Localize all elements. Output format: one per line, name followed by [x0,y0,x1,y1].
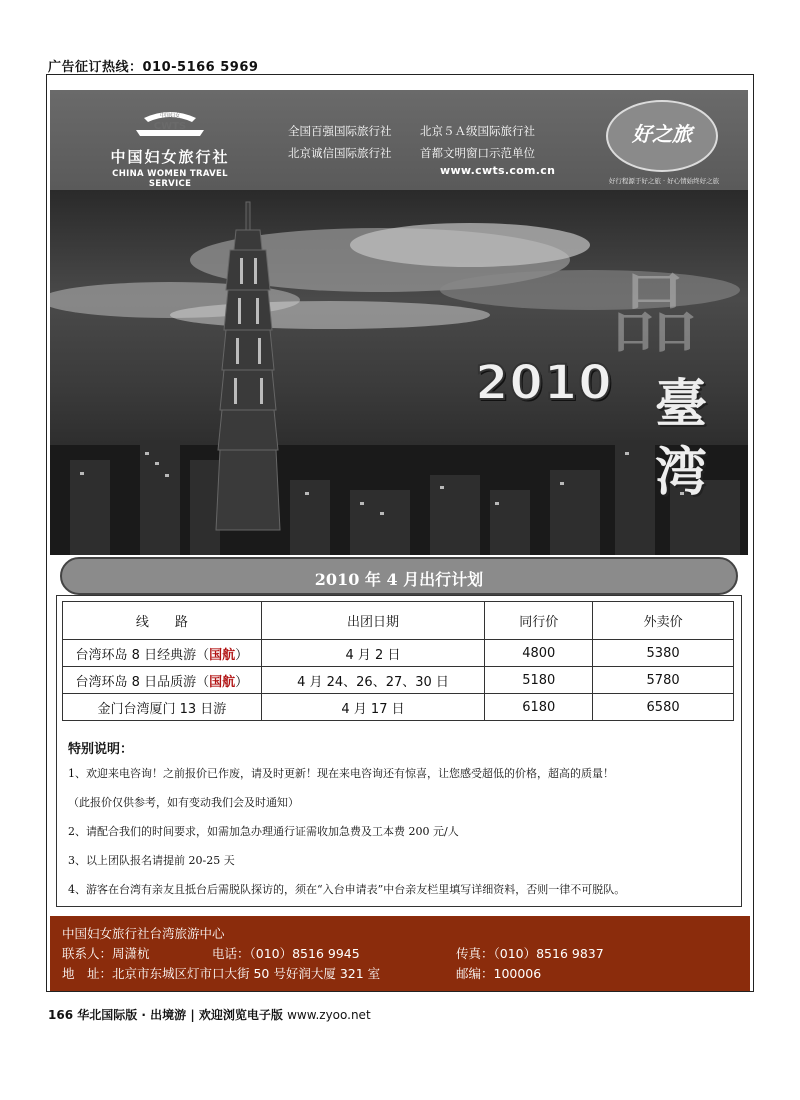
peer-price-cell: 4800 [485,640,593,667]
carrier-label: 国航 [209,647,236,663]
logo-abbr: CWTS [153,121,187,132]
notes-title: 特别说明： [68,742,134,757]
date-cell: 4 月 17 日 [261,694,485,721]
footer-site-link[interactable]: www.zyoo.net [287,1008,371,1022]
table-row [63,640,734,667]
credential-item: 全国百强国际旅行社 [288,124,392,138]
route-name: 台湾环岛 8 日经典游（ [75,647,210,663]
contact-postcode: 邮编：100006 [456,966,542,981]
route-price-table [62,601,734,721]
logo-name-cn: 中国妇女旅行社 [110,148,230,166]
logo-mark-text: 中国妇女 [159,113,181,119]
note-item: （此报价仅供参考，如有变动我们会及时通知） [68,796,299,809]
col-header-retail-price: 外卖价 [593,602,734,640]
date-cell: 4 月 2 日 [261,640,485,667]
hero-brand-character: 品 [610,263,699,366]
route-name-end: ） [235,647,249,663]
col-header-route: 线 路 [63,602,262,640]
table-row [63,667,734,694]
hero-place-char-2: 湾 [655,442,708,503]
contact-org: 中国妇女旅行社台湾旅游中心 [62,926,225,941]
page-number: 166 [48,1008,74,1022]
col-header-peer-price: 同行价 [485,602,593,640]
date-cell: 4 月 24、26、27、30 日 [261,667,485,694]
magazine-name: 华北国际版 · 出境游 [77,1008,187,1022]
note-item: 2、请配合我们的时间要求，如需加急办理通行证需收加急费及工本费 200 元/人 [68,825,459,838]
note-item: 1、欢迎来电咨询！之前报价已作废，请及时更新！现在来电咨询还有惊喜，让您感受超低的价格，超高的质量！ [68,767,614,780]
route-cell [63,694,262,721]
col-header-date: 出团日期 [261,602,485,640]
retail-price-cell: 6580 [593,694,734,721]
credential-item: 北京诚信国际旅行社 [288,146,392,160]
contact-fax: 传真：（010）8516 9837 [456,946,604,961]
hero-year: 2010 [475,355,613,411]
peer-price-cell: 6180 [485,694,593,721]
route-cell [63,640,262,667]
peer-price-cell: 5180 [485,667,593,694]
credential-item: 首都文明窗口示范单位 [420,146,535,160]
special-notes [68,738,736,912]
brand-badge [598,96,728,186]
page-footer [48,1006,371,1023]
agency-header [50,90,748,190]
route-name: 金门台湾厦门 13 日游 [97,701,227,717]
plan-title: 2010 年 4 月出行计划 [314,570,484,589]
credential-item: 北京５Ａ级国际旅行社 [420,124,535,138]
contact-phone: 电话：（010）8516 9945 [212,946,360,961]
carrier-label: 国航 [209,674,236,690]
contact-address: 地 址：北京市东城区灯市口大街 50 号好润大厦 321 室 [62,966,381,981]
route-name: 台湾环岛 8 日品质游（ [75,674,210,690]
route-name-end: ） [235,674,249,690]
cwts-logo-icon [130,108,210,142]
contact-band [50,916,750,991]
retail-price-cell: 5380 [593,640,734,667]
footer-slogan: | 欢迎浏览电子版 [190,1008,283,1022]
table-header-row [63,602,734,640]
agency-logo [90,108,250,189]
credentials [288,120,552,164]
badge-subtext: 好行程源于好之旅 · 好心情始终好之旅 [608,177,720,185]
note-item: 4、游客在台湾有亲友且抵台后需脱队探访的，须在“入台申请表”中台亲友栏里填写详细资料，否则一律不可脱队。 [68,883,626,896]
route-cell [63,667,262,694]
badge-text: 好之旅 [632,122,692,146]
contact-person: 联系人：周潇杭 [62,946,150,961]
note-item: 3、以上团队报名请提前 20-25 天 [68,854,235,867]
hero-place-char-1: 臺 [655,374,708,435]
ad-hotline: 广告征订热线：010-5166 5969 [48,60,259,75]
retail-price-cell: 5780 [593,667,734,694]
plan-title-bar [60,557,738,595]
taipei-night-photo [50,190,748,555]
logo-name-en: CHINA WOMEN TRAVEL SERVICE [112,169,228,189]
table-row [63,694,734,721]
agency-website: www.cwts.com.cn [440,164,556,177]
